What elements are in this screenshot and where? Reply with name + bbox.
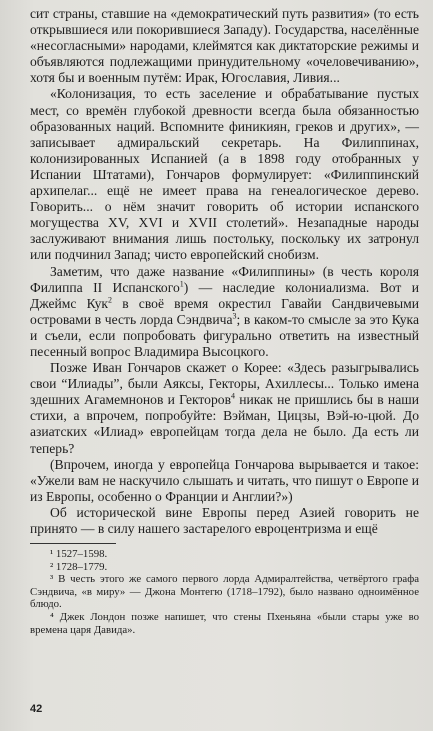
text-run: ) — наследие колониализма. Вот и Джеймс Кук (30, 279, 420, 311)
paragraph (30, 505, 419, 537)
footnote: ² 1728–1779. (50, 560, 108, 573)
footnote: ¹ 1527–1598. (50, 548, 108, 561)
paragraph (30, 457, 419, 505)
page-number: 42 (30, 703, 43, 715)
footnotes (30, 548, 419, 636)
paragraph (30, 264, 419, 361)
text-run: ; в каком-то смысле за это Кука и съели, если попробовать фигурально ответить на известный песенный вопрос Владимира Высоцкого. (30, 311, 419, 359)
body-text (30, 6, 419, 537)
text-run: (Впрочем, иногда у европейца Гончарова вырывается и такое: «Ужели вам не наскучило слышать и читать, что пишут о Европе и из Европы, особенно о Франции и Англии?») (30, 456, 419, 504)
paragraph (30, 360, 419, 457)
footnote-marker: 2 (108, 295, 113, 305)
text-run: сит страны, ставшие на «демократический путь развития» (то есть открывшиеся или покорившиеся Западу). Государства, населённые «несогласными» народами, клеймятся как диктаторские режимы и объявляются подлежащими принудительному «очеловечиванию», хотя бы и военным путём: Ирак, Югославия, Ливия... (30, 6, 419, 86)
text-run: Заметим, что даже название «Филиппины» (в честь короля Филиппа II Испанского (30, 263, 419, 295)
text-run: в своё время окрестил Гавайи Сандвичевыми островами в честь лорда Сэндвича (30, 295, 419, 327)
text-run: «Колонизация, то есть заселение и обрабатывание пустых мест, со времён глубокой древности всегда была обязанностью образованных наций. Вспомните финикиян, греков и других», — записывает адмиральский секретарь. На Филиппинах, колонизированных Испанией (а в 1898 году отобранных у Испании Штатами), Гончаров формулирует: «Филиппинский архипелаг... ещё не имеет права на генеалогическое дерево. Говорить... о нём значит говорить об истории испанского могущества XV, XVI и XVII столетий». Незападные народы заслуживают внимания лишь постольку, поскольку их затронул или подчинил Запад; чисто европейский снобизм. (30, 86, 419, 263)
footnote-separator (30, 543, 116, 544)
footnote-marker: 1 (179, 279, 184, 289)
text-run: Позже Иван Гончаров скажет о Корее: «Здесь разыгрывались свои “Илиады”, были Аяксы, Гекторы, Ахиллесы... Только имена здешних Агамемнонов и Гекторов (30, 360, 419, 408)
text-run: Об исторической вине Европы перед Азией говорить не принято — в силу нашего застарелого евроцентризма и ещё (30, 504, 419, 536)
paragraph (30, 6, 419, 86)
footnote-marker: 4 (230, 391, 235, 401)
footnote: ⁴ Джек Лондон позже напишет, что стены Пхеньяна «были стары уже во времена царя Давида». (30, 611, 419, 636)
footnote-marker: 3 (232, 311, 237, 321)
paragraph (30, 86, 419, 263)
text-run: никак не пришлись бы в наши стихи, а впрочем, попробуйте: Вэйман, Цицзы, Вэй-ю-цюй. До азиатских «Илиад» европейцам тогда дела не было. Да есть ли теперь? (30, 392, 419, 456)
footnote: ³ В честь этого же самого первого лорда Адмиралтейства, четвёртого графа Сэндвича, «в миру» — Джона Монтегю (1718–1792), было названо одноимённое блюдо. (30, 573, 419, 611)
